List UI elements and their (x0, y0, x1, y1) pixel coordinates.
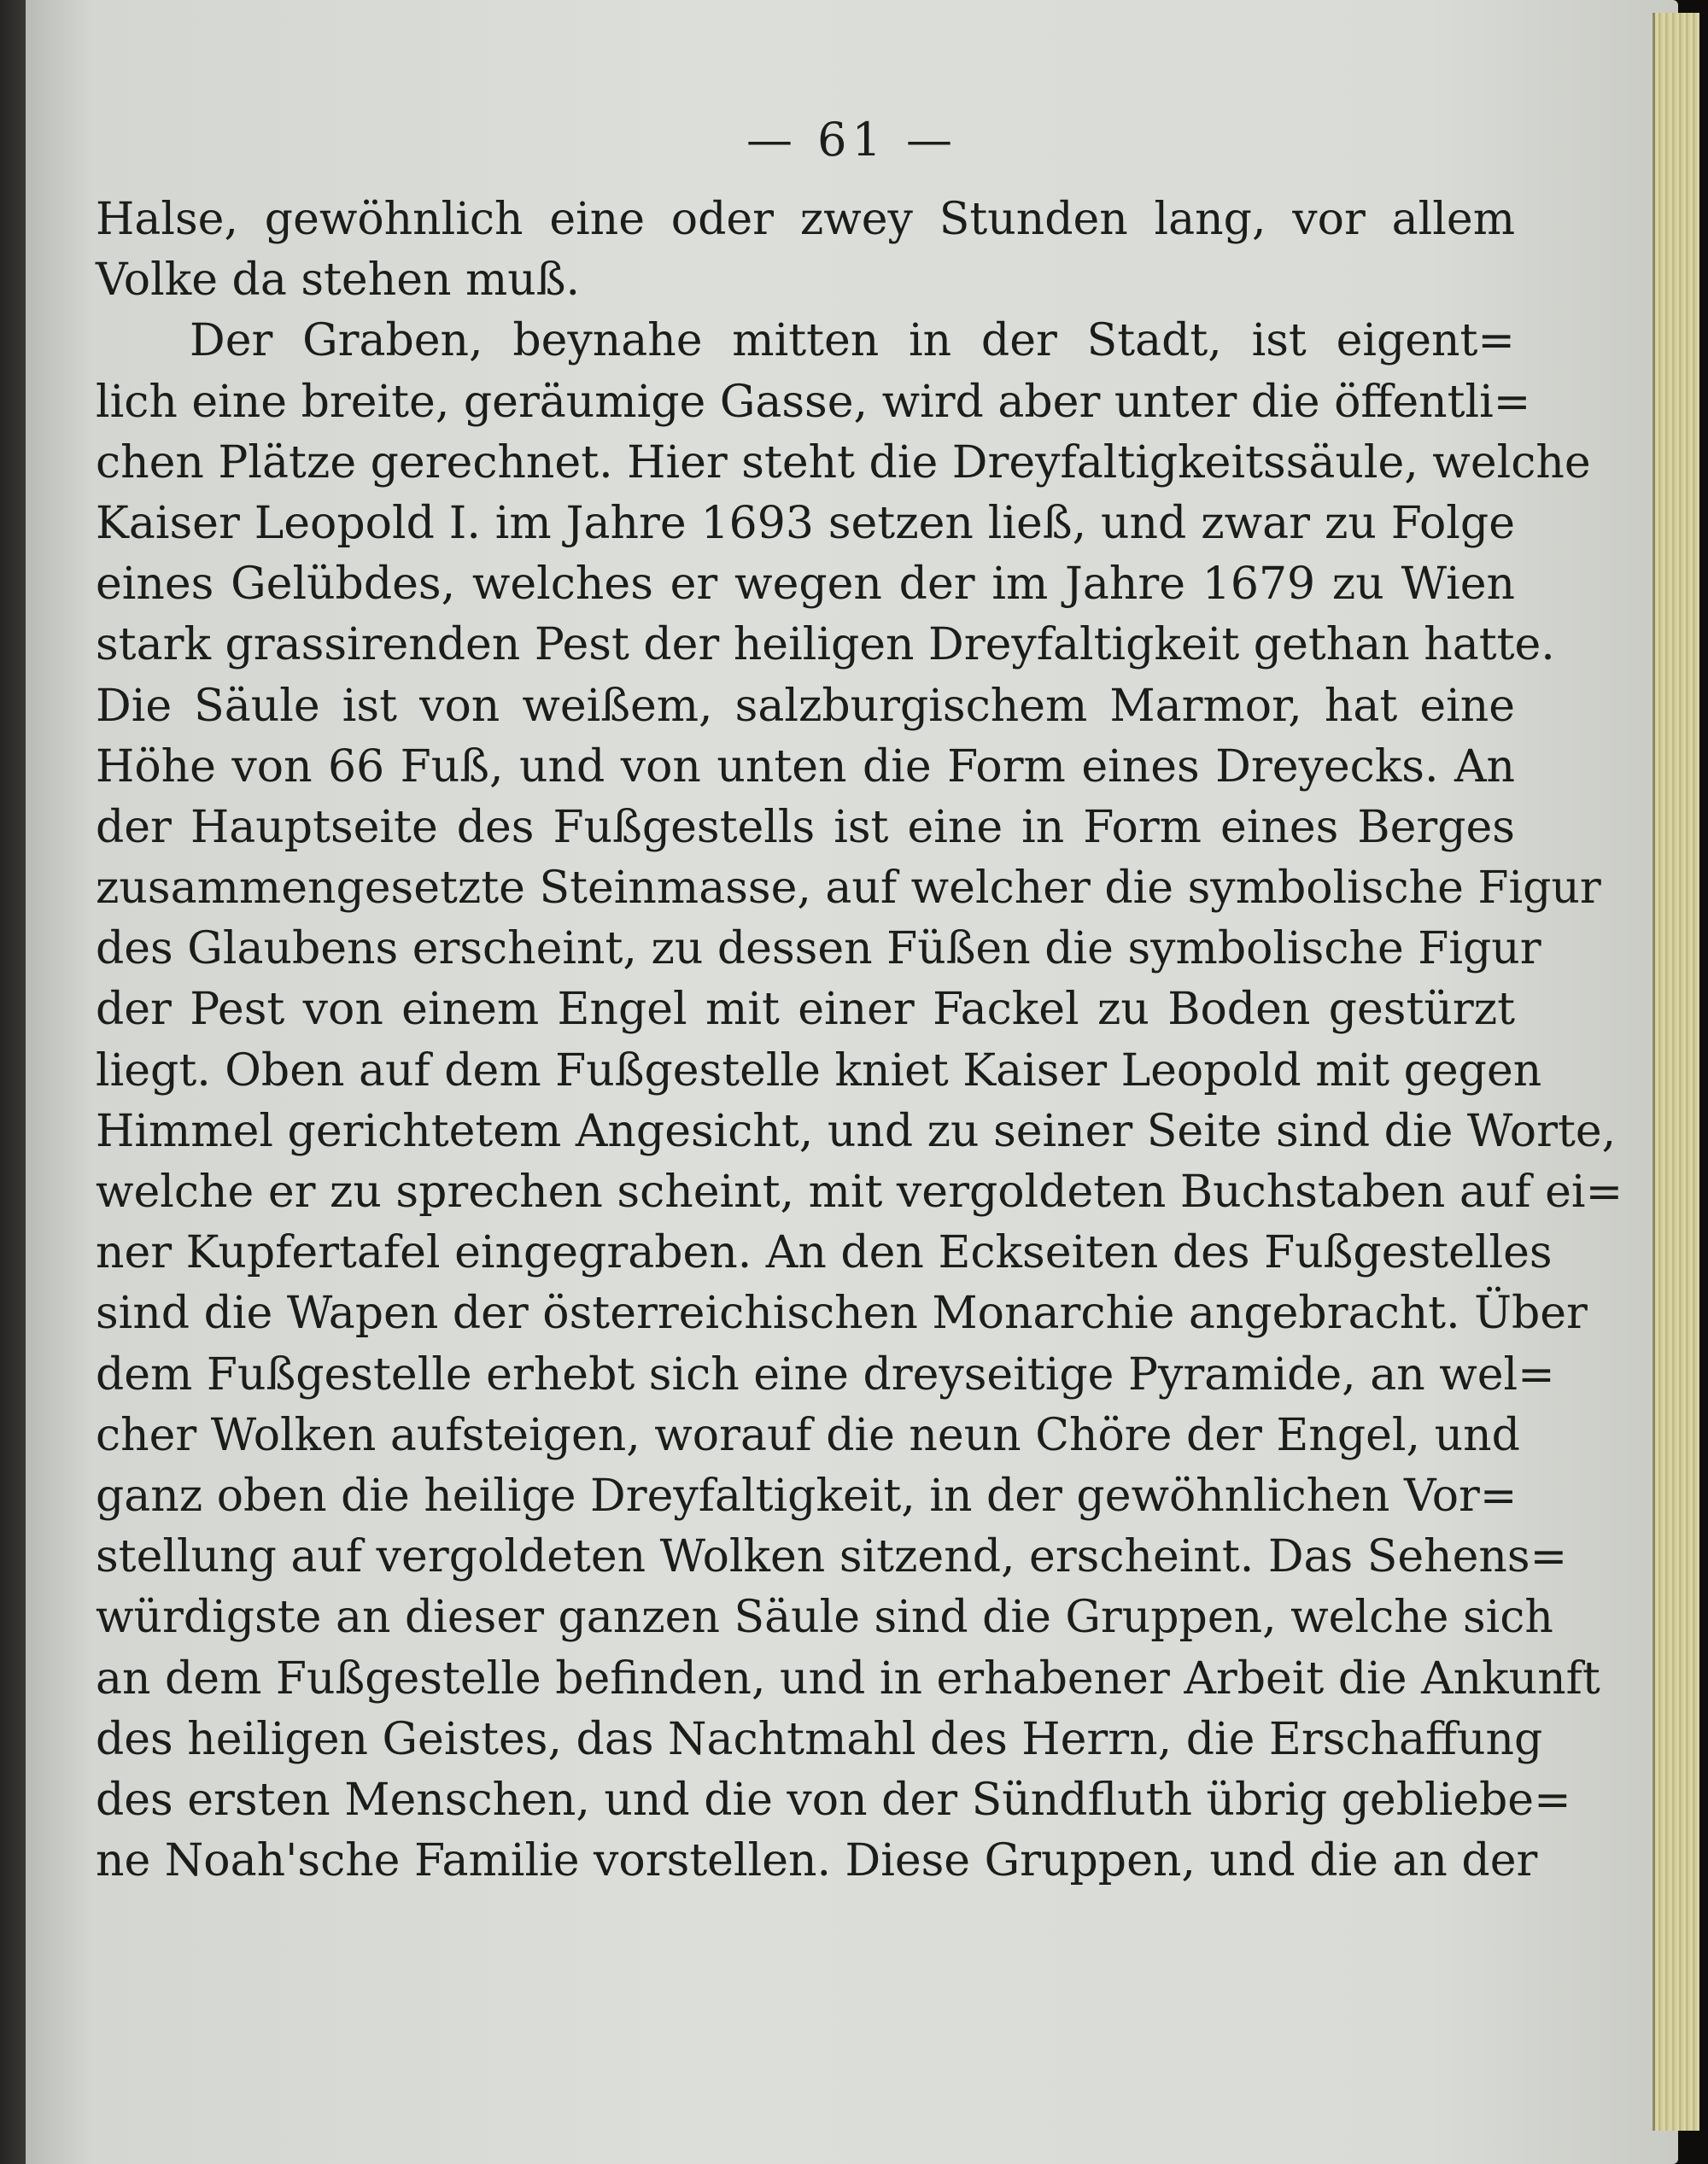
text-line: der Pest von einem Engel mit einer Fackel zu Boden gestürzt (96, 984, 1515, 1036)
text-line: dem Fußgestelle erhebt sich eine dreyseitige Pyramide, an wel= (96, 1348, 1555, 1401)
text-line: cher Wolken aufsteigen, worauf die neun Chöre der Engel, und (96, 1409, 1520, 1461)
text-line: eines Gelübdes, welches er wegen der im Jahre 1679 zu Wien (96, 559, 1515, 611)
text-line: an dem Fußgestelle befinden, und in erhabener Arbeit die Ankunft (96, 1652, 1600, 1705)
text-line: ganz oben die heilige Dreyfaltigkeit, in der gewöhnlichen Vor= (96, 1470, 1518, 1522)
text-line: chen Plätze gerechnet. Hier steht die Dreyfaltigkeitssäule, welche (96, 436, 1591, 488)
text-line: der Hauptseite des Fußgestells ist eine in Form eines Berges (96, 801, 1515, 853)
text-line: Himmel gerichtetem Angesicht, und zu seiner Seite sind die Worte, (96, 1105, 1617, 1157)
text-line: sind die Wapen der österreichischen Monarchie angebracht. Über (96, 1288, 1588, 1340)
text-line: liegt. Oben auf dem Fußgestelle kniet Kaiser Leopold mit gegen (96, 1044, 1542, 1097)
text-line: Der Graben, beynahe mitten in der Stadt, ist eigent= (190, 315, 1515, 367)
text-line: ner Kupfertafel eingegraben. An den Eckseiten des Fußgestelles (96, 1227, 1553, 1279)
text-line: des ersten Menschen, und die von der Sündfluth übrig gebliebe= (96, 1774, 1571, 1826)
text-line: des Glaubens erscheint, zu dessen Füßen die symbolische Figur (96, 923, 1541, 975)
text-line: Halse, gewöhnlich eine oder zwey Stunden lang, vor allem (96, 194, 1515, 245)
text-line: stark grassirenden Pest der heiligen Dreyfaltigkeit gethan hatte. (96, 619, 1555, 671)
text-line: ne Noah'sche Familie vorstellen. Diese Gruppen, und die an der (96, 1835, 1538, 1887)
text-line: des heiligen Geistes, das Nachtmahl des Herrn, die Erschaffung (96, 1713, 1543, 1765)
book-page (26, 0, 1678, 2164)
text-line: stellung auf vergoldeten Wolken sitzend, erscheint. Das Sehens= (96, 1531, 1568, 1583)
text-line: lich eine breite, geräumige Gasse, wird aber unter die öffentli= (96, 376, 1531, 428)
page-number-header: — 61 — (746, 113, 958, 167)
text-line: zusammengesetzte Steinmasse, auf welcher die symbolische Figur (96, 863, 1601, 915)
text-line: Kaiser Leopold I. im Jahre 1693 setzen ließ, und zwar zu Folge (96, 497, 1515, 549)
text-line: Höhe von 66 Fuß, und von unten die Form eines Dreyecks. An (96, 740, 1515, 792)
body-text (96, 190, 1623, 1892)
text-line: welche er zu sprechen scheint, mit vergoldeten Buchstaben auf ei= (96, 1167, 1623, 1218)
text-line: Die Säule ist von weißem, salzburgischem Marmor, hat eine (96, 680, 1515, 732)
text-line: Volke da stehen muß. (96, 254, 581, 307)
text-line: würdigste an dieser ganzen Säule sind die Gruppen, welche sich (96, 1592, 1553, 1644)
page-edges (1652, 13, 1699, 2131)
